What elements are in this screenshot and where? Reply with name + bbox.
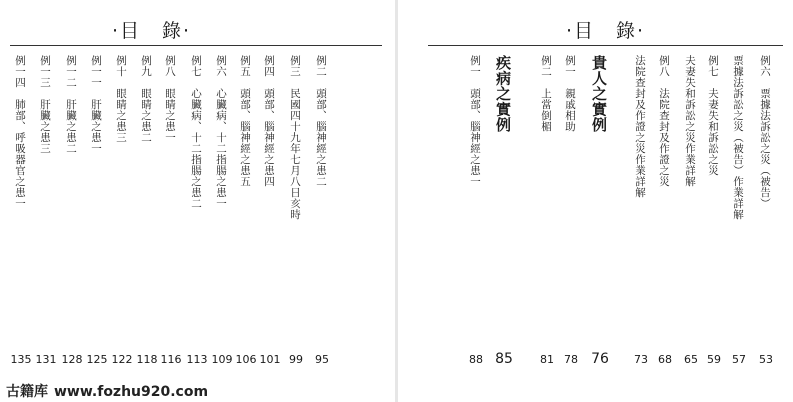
toc-entry-title: 例二 上當倒楣 bbox=[540, 55, 552, 132]
toc-entry[interactable] bbox=[755, 55, 777, 365]
toc-entry[interactable] bbox=[136, 55, 158, 365]
toc-page-number: 88 bbox=[469, 353, 483, 366]
toc-page-number: 57 bbox=[732, 353, 746, 366]
toc-entry-title: 例五 頭部、腦神經之患五 bbox=[239, 55, 251, 187]
toc-page-number: 131 bbox=[35, 353, 57, 366]
toc-entry[interactable] bbox=[160, 55, 182, 365]
toc-entry-title: 例一四 肺部、呼吸器官之患一 bbox=[14, 55, 26, 209]
toc-entry[interactable] bbox=[285, 55, 307, 365]
toc-entry-title: 疾病之實例 bbox=[494, 55, 512, 133]
toc-page-number: 53 bbox=[759, 353, 773, 366]
toc-page-number: 122 bbox=[111, 353, 133, 366]
toc-entry[interactable] bbox=[654, 55, 676, 365]
toc-entry-title: 票據法訴訟之災（被告）作業詳解 bbox=[732, 55, 744, 220]
toc-entry-title: 例一 親戚相助 bbox=[564, 55, 576, 132]
toc-entry-title: 例七 夫妻失和訴訟之災 bbox=[707, 55, 719, 176]
toc-entry-title: 例三 民國四十九年七月八日亥時 bbox=[289, 55, 301, 220]
toc-entry[interactable] bbox=[680, 55, 702, 365]
right-page bbox=[398, 0, 793, 402]
page-title: ·目 錄· bbox=[566, 20, 646, 42]
title-rule bbox=[428, 45, 783, 46]
title-rule bbox=[10, 45, 382, 46]
toc-category[interactable] bbox=[589, 55, 611, 365]
toc-page-number: 76 bbox=[591, 351, 609, 367]
toc-entry-title: 例一三 肝臟之患三 bbox=[39, 55, 51, 154]
toc-page-number: 125 bbox=[86, 353, 108, 366]
toc-page-number: 81 bbox=[540, 353, 554, 366]
toc-entry[interactable] bbox=[111, 55, 133, 365]
toc-page-number: 113 bbox=[186, 353, 208, 366]
toc-entry-title: 例七 心臟病、十二指腸之患二 bbox=[190, 55, 202, 209]
toc-entry[interactable] bbox=[35, 55, 57, 365]
toc-entry[interactable] bbox=[728, 55, 750, 365]
page-title: ·目 錄· bbox=[112, 20, 192, 42]
left-page bbox=[0, 0, 396, 402]
toc-page-number: 128 bbox=[61, 353, 83, 366]
toc-page-number: 106 bbox=[235, 353, 257, 366]
toc-entry-title: 例一一 肝臟之患一 bbox=[90, 55, 102, 154]
toc-page-number: 65 bbox=[684, 353, 698, 366]
toc-entry[interactable] bbox=[465, 55, 487, 365]
toc-entry[interactable] bbox=[536, 55, 558, 365]
toc-category[interactable] bbox=[493, 55, 515, 365]
site-name: 古籍库 bbox=[6, 384, 48, 400]
toc-entry[interactable] bbox=[211, 55, 233, 365]
toc-entry[interactable] bbox=[259, 55, 281, 365]
toc-page-number: 73 bbox=[634, 353, 648, 366]
toc-entry-title: 例一二 肝臟之患二 bbox=[65, 55, 77, 154]
toc-entry[interactable] bbox=[86, 55, 108, 365]
toc-entry-title: 例八 法院查封及作證之災 bbox=[658, 55, 670, 187]
toc-entry[interactable] bbox=[186, 55, 208, 365]
toc-entry-title: 例六 心臟病、十二指腸之患一 bbox=[215, 55, 227, 209]
toc-page-number: 101 bbox=[259, 353, 281, 366]
toc-entry[interactable] bbox=[703, 55, 725, 365]
toc-page-number: 99 bbox=[289, 353, 303, 366]
toc-entry-title: 例二 頭部、腦神經之患二 bbox=[315, 55, 327, 187]
toc-entry-title: 例十 眼睛之患三 bbox=[115, 55, 127, 143]
toc-page-number: 85 bbox=[495, 351, 513, 367]
toc-entry-title: 例一 頭部、腦神經之患一 bbox=[469, 55, 481, 187]
toc-entry-title: 例四 頭部、腦神經之患四 bbox=[263, 55, 275, 187]
toc-page-number: 118 bbox=[136, 353, 158, 366]
toc-entry[interactable] bbox=[10, 55, 32, 365]
toc-entry-title: 夫妻失和訴訟之災作業詳解 bbox=[684, 55, 696, 187]
toc-entry-title: 例八 眼睛之患一 bbox=[164, 55, 176, 143]
toc-entry[interactable] bbox=[311, 55, 333, 365]
toc-entry-title: 例六 票據法訴訟之災（被告） bbox=[759, 55, 771, 209]
toc-page-number: 135 bbox=[10, 353, 32, 366]
toc-page-number: 78 bbox=[564, 353, 578, 366]
toc-page-number: 116 bbox=[160, 353, 182, 366]
toc-entry[interactable] bbox=[61, 55, 83, 365]
toc-page-number: 68 bbox=[658, 353, 672, 366]
site-url[interactable]: www.fozhu920.com bbox=[54, 384, 209, 400]
toc-entry-title: 例九 眼睛之患二 bbox=[140, 55, 152, 143]
toc-entry-title: 法院查封及作證之災作業詳解 bbox=[634, 55, 646, 198]
watermark-footer bbox=[6, 381, 208, 401]
toc-page-number: 59 bbox=[707, 353, 721, 366]
toc-entry[interactable] bbox=[235, 55, 257, 365]
toc-entry[interactable] bbox=[560, 55, 582, 365]
toc-entry[interactable] bbox=[630, 55, 652, 365]
toc-page-number: 109 bbox=[211, 353, 233, 366]
toc-entry-title: 貴人之實例 bbox=[590, 55, 608, 133]
toc-page-number: 95 bbox=[315, 353, 329, 366]
